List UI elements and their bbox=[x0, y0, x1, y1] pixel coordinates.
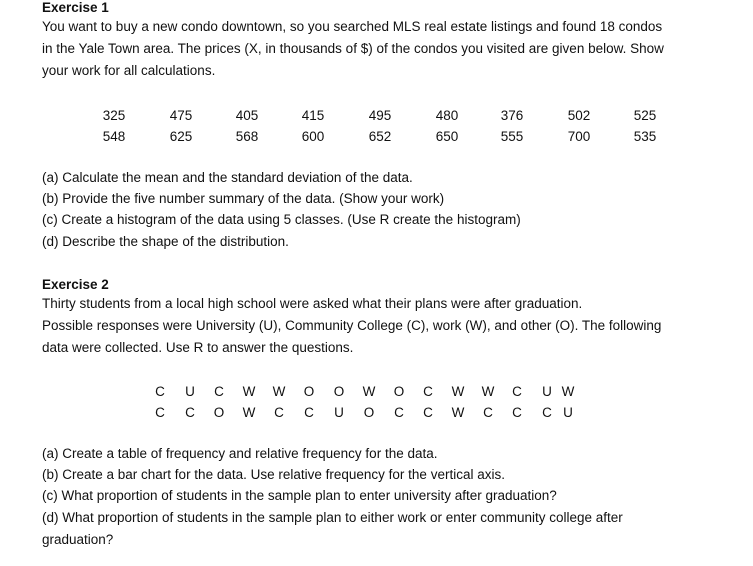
exercise-2-intro-line: data were collected. Use R to answer the questions. bbox=[42, 340, 354, 355]
exercise-2-heading: Exercise 2 bbox=[42, 277, 109, 292]
exercise-1-question-c: (c) Create a histogram of the data using 5 classes. (Use R create the histogram) bbox=[42, 212, 521, 227]
response-cell: C bbox=[185, 405, 195, 420]
response-cell: C bbox=[483, 405, 493, 420]
price-cell: 475 bbox=[169, 108, 193, 123]
exercise-2-intro bbox=[42, 293, 692, 359]
price-cell: 625 bbox=[169, 129, 193, 144]
response-cell: W bbox=[451, 384, 465, 399]
exercise-1-question-d: (d) Describe the shape of the distribution. bbox=[42, 234, 289, 249]
response-cell: W bbox=[242, 384, 256, 399]
price-row-2 bbox=[0, 129, 753, 145]
price-cell: 600 bbox=[301, 129, 325, 144]
response-cell: O bbox=[393, 384, 405, 399]
exercise-1-intro-line: in the Yale Town area. The prices (X, in thousands of $) of the condos you visited are given below. Show bbox=[42, 41, 664, 56]
response-cell: U bbox=[542, 384, 552, 399]
response-cell: W bbox=[561, 384, 575, 399]
price-cell: 548 bbox=[102, 129, 126, 144]
response-cell: C bbox=[304, 405, 314, 420]
price-cell: 502 bbox=[567, 108, 591, 123]
response-cell: C bbox=[155, 384, 165, 399]
exercise-1-intro-line: your work for all calculations. bbox=[42, 63, 216, 78]
price-cell: 525 bbox=[633, 108, 657, 123]
exercise-1-intro bbox=[42, 16, 692, 82]
price-cell: 325 bbox=[102, 108, 126, 123]
response-cell: U bbox=[185, 384, 195, 399]
price-cell: 535 bbox=[633, 129, 657, 144]
price-cell: 700 bbox=[567, 129, 591, 144]
exercise-2-question-b: (b) Create a bar chart for the data. Use relative frequency for the vertical axis. bbox=[42, 467, 505, 482]
response-cell: U bbox=[334, 405, 344, 420]
response-cell: O bbox=[333, 384, 345, 399]
price-cell: 376 bbox=[500, 108, 524, 123]
price-cell: 568 bbox=[235, 129, 259, 144]
exercise-2-intro-line: Thirty students from a local high school were asked what their plans were after graduation. bbox=[42, 296, 583, 311]
response-cell: W bbox=[272, 384, 286, 399]
price-cell: 555 bbox=[500, 129, 524, 144]
exercise-2-question-d-continued: graduation? bbox=[42, 532, 114, 547]
response-cell: W bbox=[481, 384, 495, 399]
response-cell: C bbox=[512, 384, 522, 399]
price-cell: 405 bbox=[235, 108, 259, 123]
response-cell: C bbox=[542, 405, 552, 420]
exercise-1-question-a: (a) Calculate the mean and the standard deviation of the data. bbox=[42, 170, 413, 185]
response-cell: C bbox=[423, 384, 433, 399]
response-row-2 bbox=[0, 405, 753, 421]
price-cell: 652 bbox=[368, 129, 392, 144]
exercise-2-question-c: (c) What proportion of students in the sample plan to enter university after graduation? bbox=[42, 488, 557, 503]
price-cell: 650 bbox=[435, 129, 459, 144]
exercise-1-heading: Exercise 1 bbox=[42, 0, 109, 15]
response-cell: O bbox=[303, 384, 315, 399]
exercise-2-question-a: (a) Create a table of frequency and relative frequency for the data. bbox=[42, 446, 438, 461]
response-row-1 bbox=[0, 384, 753, 400]
price-cell: 415 bbox=[301, 108, 325, 123]
price-cell: 480 bbox=[435, 108, 459, 123]
exercise-2-question-d: (d) What proportion of students in the sample plan to either work or enter community college after bbox=[42, 510, 623, 525]
price-cell: 495 bbox=[368, 108, 392, 123]
exercise-1-intro-line: You want to buy a new condo downtown, so you searched MLS real estate listings and found 18 condos bbox=[42, 19, 663, 34]
exercise-2-intro-line: Possible responses were University (U), Community College (C), work (W), and other (O). The following bbox=[42, 318, 662, 333]
response-cell: O bbox=[213, 405, 225, 420]
response-cell: C bbox=[214, 384, 224, 399]
response-cell: W bbox=[451, 405, 465, 420]
exercise-1-question-b: (b) Provide the five number summary of the data. (Show your work) bbox=[42, 191, 445, 206]
response-cell: O bbox=[363, 405, 375, 420]
response-cell: C bbox=[512, 405, 522, 420]
price-row-1 bbox=[0, 108, 753, 124]
response-cell: C bbox=[274, 405, 284, 420]
response-cell: C bbox=[423, 405, 433, 420]
response-cell: W bbox=[242, 405, 256, 420]
response-cell: U bbox=[563, 405, 573, 420]
response-cell: W bbox=[362, 384, 376, 399]
response-cell: C bbox=[155, 405, 165, 420]
response-cell: C bbox=[394, 405, 404, 420]
